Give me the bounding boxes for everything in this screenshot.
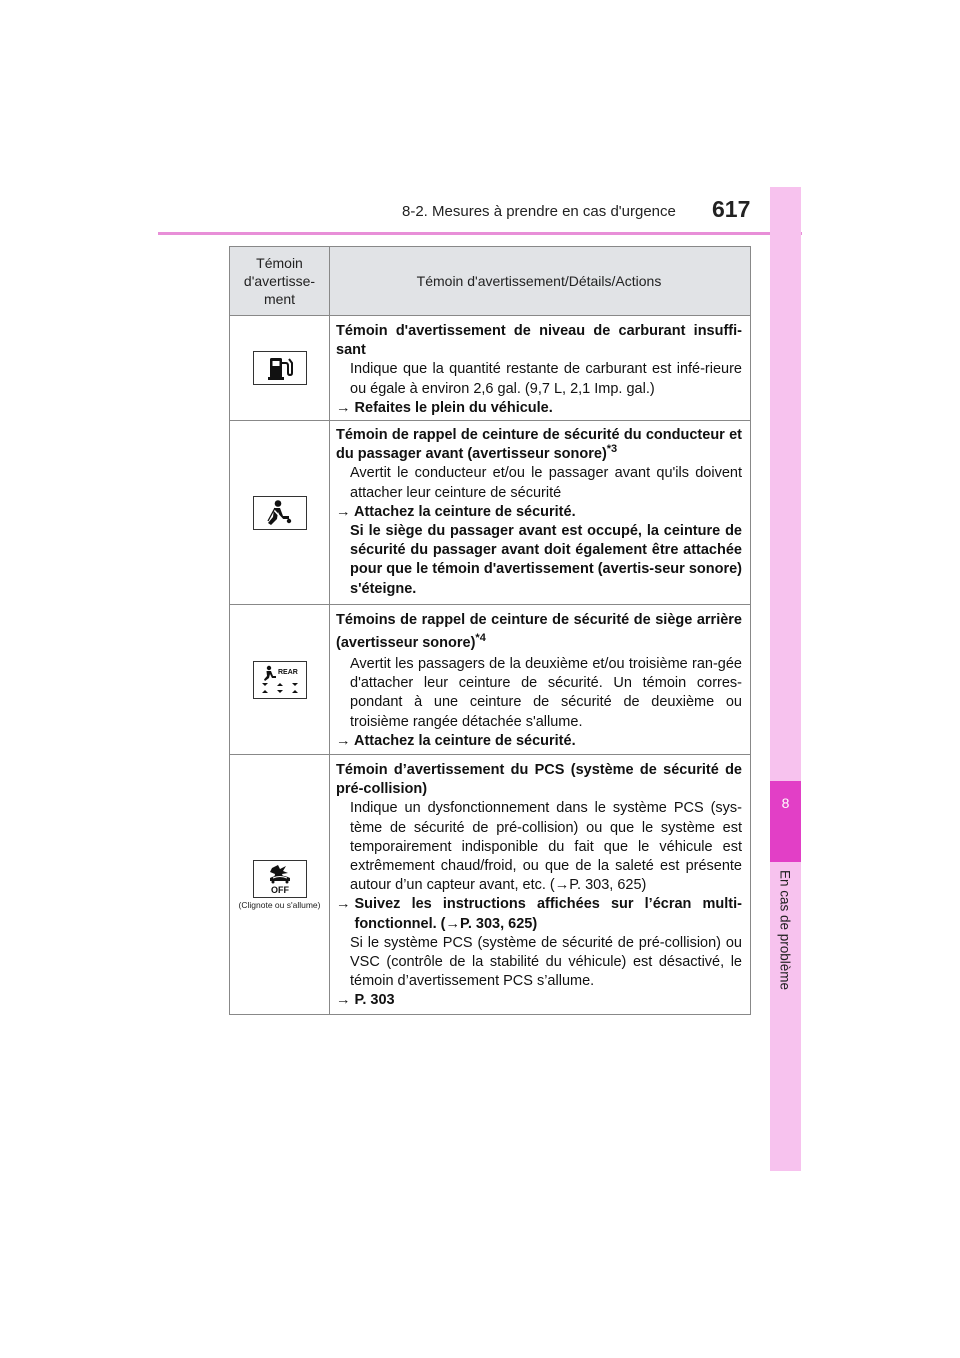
section-title: 8-2. Mesures à prendre en cas d'urgence [402, 203, 676, 220]
chapter-label: En cas de problème [777, 869, 793, 991]
off-label-text: OFF [270, 884, 289, 895]
row-title: Témoin de rappel de ceinture de sécurité du conducteur et du passager avant (avertisseur sonore)$^{*3}$ [336, 427, 742, 463]
seatbelt-reminder-icon [253, 496, 307, 530]
row-action: Refaites le plein du véhicule. [354, 399, 553, 416]
table-row: OFF (Clignote ou s'allume) Témoin d’avertissement du PCS (système de sécurité de pré-collision) Indique un dysfonctionnement dans le système PCS (sys-tème de sécurité de pré-collision) ou que le système est temporairement indisponible du fait que le véhicule est extrêmement chaud/froid, ou que de la saleté est présente autour d’un capteur avant, etc. (→P. 303, 625) → Suivez les instructions affichées sur l’écran multi-fonctionnel. (→P. 303, 625) Si le système PCS (système de sécurité de pré-collision) ou VSC (contrôle de la stabilité du véhicule) est désactivé, le témoin d’avertissement PCS s’allume. → P. 303 [230, 754, 750, 1014]
col1-header: Témoin d'avertisse- ment [230, 247, 330, 315]
row-title: Témoin d’avertissement du PCS (système de sécurité de pré-collision) [336, 762, 742, 798]
row-action: Suivez les instructions affichées sur l’écran multi-fonctionnel. (→P. 303, 625) [354, 896, 742, 932]
page-number: 617 [712, 196, 751, 222]
row-action: Attachez la ceinture de sécurité. [354, 503, 576, 520]
rear-label-text: REAR [277, 668, 298, 676]
chapter-number-box [770, 781, 801, 862]
row-title: Témoin d'avertissement de niveau de carburant insuffi-sant [336, 323, 742, 359]
rear-seatbelt-icon [253, 661, 307, 699]
table-header-row [230, 247, 750, 315]
row-description: Avertit les passagers de la deuxième et/ou troisième ran-gée d'attacher leur ceinture de sécurité. Un témoin corres-pondant à une ceinture de sécurité de deuxième ou troisième rangée détachée s'allume. [350, 656, 742, 730]
header-rule [158, 232, 802, 235]
fuel-pump-icon [253, 351, 307, 385]
page-reference: P. 303 [354, 992, 395, 1009]
row-action-note: Si le siège du passager avant est occupé, la ceinture de sécurité du passager avant doit également être attachée pour que le témoin d'avertissement (avertis-seur sonore) s'éteigne. [350, 523, 742, 597]
table-row: Témoin d'avertissement de niveau de carburant insuffi-sant Indique que la quantité restante de carburant est infé-rieure ou égale à environ 2,6 gal. (9,7 L, 2,1 Imp. gal.) → Refaites le plein du véhicule. [230, 315, 750, 420]
row-description: Avertit le conducteur et/ou le passager avant qu'ils doivent attacher leur ceinture de sécurité [350, 465, 742, 501]
pcs-off-icon [253, 860, 307, 898]
row-title: Témoins de rappel de ceinture de sécurité de siège arrière (avertisseur sonore)$^{*4}$ [336, 612, 742, 651]
warning-light-table [229, 246, 751, 1015]
row-description-2: Si le système PCS (système de sécurité de pré-collision) ou VSC (contrôle de la stabilité du véhicule) est désactivé, le témoin d’avertissement PCS s’allume. [350, 934, 742, 990]
table-row: REAR Témoins de rappel de ceinture de sécurité de siège arrière (avertisseur sonore)$^{*4}$ Avertit les passagers de la deuxième et/ou troisième ran-gée d'attacher leur ceinture de sécurité. Un témoin corres-pondant à une ceinture de sécurité de deuxième ou troisième rangée détachée s'allume. → Attachez la ceinture de sécurité. [230, 604, 750, 754]
row-description: Indique que la quantité restante de carburant est infé-rieure ou égale à environ 2,6 gal. (9,7 L, 2,1 Imp. gal.) [350, 361, 742, 397]
chapter-number: 8 [781, 795, 790, 811]
chapter-side-tab [770, 187, 801, 1171]
col2-header: Témoin d'avertissement/Détails/Actions [416, 273, 662, 289]
row-description: Indique un dysfonctionnement dans le système PCS (sys-tème de sécurité de pré-collision) ou que le système est temporairement indisponible du fait que le véhicule est extrêmement chaud/froid, ou que de la saleté est présente autour d’un capteur avant, etc. (→P. 303, 625) [350, 800, 742, 894]
icon-note: (Clignote ou s'allume) [238, 899, 321, 910]
row-action: Attachez la ceinture de sécurité. [354, 732, 576, 749]
table-row: Témoin de rappel de ceinture de sécurité du conducteur et du passager avant (avertisseur sonore)$^{*3}$ Avertit le conducteur et/ou le passager avant qu'ils doivent attacher leur ceinture de sécurité → Attachez la ceinture de sécurité. Si le siège du passager avant est occupé, la ceinture de sécurité du passager avant doit également être attachée pour que le témoin d'avertissement (avertis-seur sonore) s'éteigne. [230, 420, 750, 604]
